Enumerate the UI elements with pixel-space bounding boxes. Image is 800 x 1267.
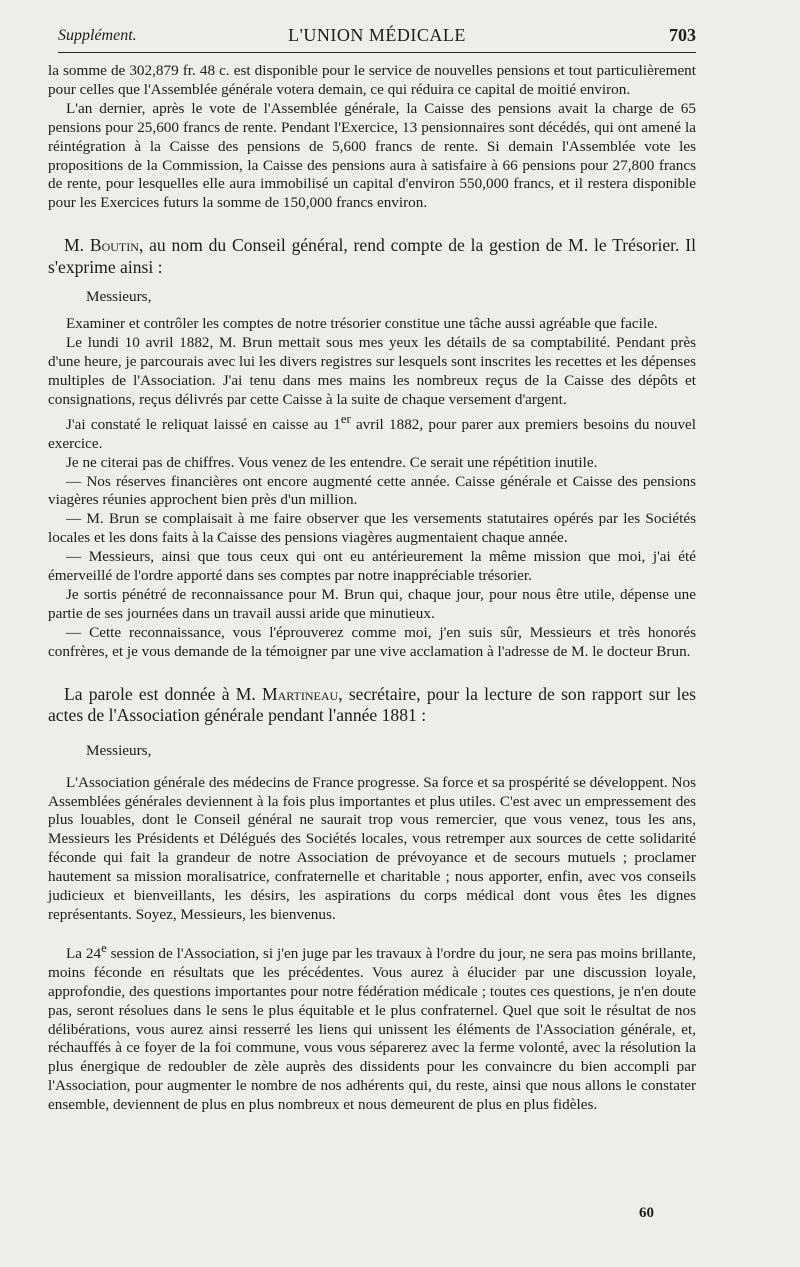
paragraph: Je ne citerai pas de chiffres. Vous venez de les entendre. Ce serait une répétition inutile. (66, 453, 598, 471)
speaker-intro: M. Boutin, au nom du Conseil général, rend compte de la gestion de M. le Trésorier. Il s'exprime ainsi : (48, 235, 696, 277)
paragraph: — Cette reconnaissance, vous l'éprouverez comme moi, j'en suis sûr, Messieurs et très honorés confrères, et je vous demande de la témoigner par une vive acclamation à l'adresse de M. le docteur Brun. (48, 623, 696, 660)
paragraph: L'an dernier, après le vote de l'Assemblée générale, la Caisse des pensions avait la charge de 65 pensions pour 25,600 francs de rente. Pendant l'Exercice, 13 pensionnaires sont décédés, qui ont amené la réintégration à la Caisse des pensions de 5,600 francs de rente. Si demain l'Assemblée vote les propositions de la Commission, la Caisse des pensions aura à satisfaire à 66 pensions pour 27,800 francs de rente, pour lesquelles elle aura immobilisé un capital d'environ 550,000 francs, et il restera disponible pour les Exercices futurs la somme de 150,000 francs environ. (48, 99, 696, 212)
paragraph: la somme de 302,879 fr. 48 c. est disponible pour le service de nouvelles pensions et tout particulièrement pour celles que l'Assemblée générale votera demain, ce qui réduira ce capital de moitié environ. (48, 62, 696, 98)
paragraph: Examiner et contrôler les comptes de notre trésorier constitue une tâche aussi agréable que facile. (66, 315, 658, 333)
paragraph: Le lundi 10 avril 1882, M. Brun mettait sous mes yeux les détails de sa comptabilité. Pendant près d'une heure, je parcourais avec lui les divers registres sur lesquels sont inscrites les recettes et les dépenses multiples de l'Association. J'ai tenu dans mes mains les nombreux reçus de la Caisse des dépôts et consignations, reçus délivrés par cette Caisse à la suite de chaque versement d'argent. (48, 334, 696, 408)
page-number: 703 (669, 25, 696, 45)
signature-mark: 60 (639, 1205, 654, 1221)
paragraph: — Nos réserves financières ont encore augmenté cette année. Caisse générale et Caisse des pensions viagères réunies approchent bien près d'un million. (48, 472, 696, 509)
paragraph: La 24e session de l'Association, si j'en juge par les travaux à l'ordre du jour, ne sera pas moins brillante, moins féconde en résultats que les précédentes. Vous aurez à élucider par une discussion loyale, approfondie, des questions importantes pour notre fédération médicale ; toutes ces questions, je n'en doute pas, seront résolues dans le sens le plus équitable et le plus confraternel. Quel que soit le résultat de nos délibérations, vous aurez ainsi resserré les liens qui unissent les éléments de l'Association générale, et, réchauffés à ce foyer de la foi commune, vous vous séparerez avec la ferme volonté, avec la résolution la plus énergique de redoubler de zèle auprès des dissidents pour les convaincre du bien accompli par l'Association, pour augmenter le nombre de nos adhérents qui, du reste, ainsi que nous allons le constater ensemble, deviennent de plus en plus nombreux et nous demeurent de plus en plus fidèles. (48, 940, 696, 1114)
speaker-name: Boutin (89, 235, 139, 256)
speaker-intro: La parole est donnée à M. Martineau, secrétaire, pour la lecture de son rapport sur les actes de l'Association générale pendant l'année 1881 : (48, 683, 696, 726)
paragraph: — M. Brun se complaisait à me faire observer que les versements statutaires opérés par les Sociétés locales et les dons faits à la Caisse des pensions viagères augmentaient chaque année. (48, 510, 696, 547)
article-body (48, 62, 696, 1115)
salutation: Messieurs, (86, 288, 152, 306)
journal-title: L'UNION MÉDICALE (288, 25, 466, 45)
header-section: Supplément. (58, 27, 137, 44)
paragraph: Je sortis pénétré de reconnaissance pour M. Brun qui, chaque jour, pour nous être utile, dépense une partie de ses journées dans un travail aussi aride que minutieux. (48, 586, 696, 622)
paragraph: — Messieurs, ainsi que tous ceux qui ont eu antérieurement la même mission que moi, j'ai été émerveillé de l'ordre apporté dans ses comptes par notre inappréciable trésorier. (48, 548, 696, 585)
speaker-name: Martineau (261, 683, 339, 704)
paragraph: L'Association générale des médecins de France progresse. Sa force et sa prospérité se développent. Nos Assemblées générales deviennent à la fois plus importantes et plus utiles. C'est avec un empressement des plus louables, dont le Conseil général ne saurait trop vous remercier, que vous venez, tous les ans, Messieurs les Présidents et Délégués des Sociétés locales, vous retremper aux sources de cette solidarité féconde qui fait la grandeur de notre Association de prévoyance et de secours mutuels ; proclamer hautement sa mission moralisatrice, confraternelle et charitable ; nous apporter, enfin, avec vos conseils judicieux et bienveillants, les désirs, les aspirations du corps médical dont vous êtes les dignes représentants. Soyez, Messieurs, les bienvenus. (48, 773, 696, 923)
running-header (58, 22, 696, 53)
salutation: Messieurs, (86, 741, 152, 759)
paragraph: J'ai constaté le reliquat laissé en caisse au 1er avril 1882, pour parer aux premiers besoins du nouvel exercice. (48, 411, 696, 452)
